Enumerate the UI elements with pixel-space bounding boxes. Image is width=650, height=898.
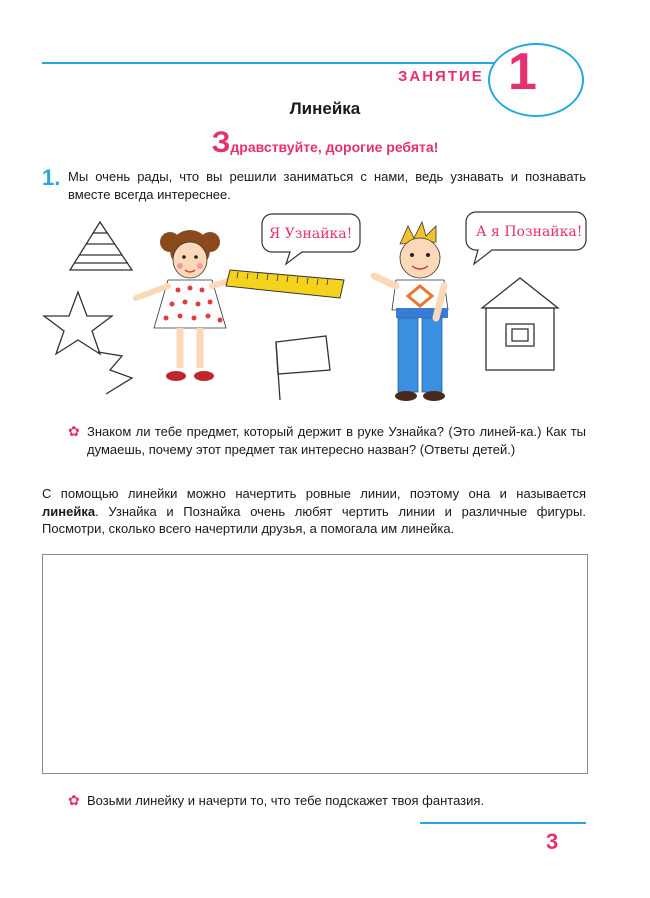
zigzag-drawing (98, 352, 132, 394)
flower-bullet-icon: ✿ (68, 792, 80, 808)
greeting-text: дравствуйте, дорогие ребята! (230, 139, 439, 155)
explanation-keyword: линейка (42, 503, 96, 519)
girl-character (136, 230, 232, 381)
question-text: Знаком ли тебе предмет, который держит в руке Узнайка? (Это линей-ка.) Как ты думаешь, почему этот предмет так интересно назван? (Ответы детей.) (87, 424, 586, 457)
boy-character (374, 222, 448, 401)
lesson-number: 1 (508, 43, 537, 101)
house-drawing (482, 278, 558, 370)
illustration (40, 200, 600, 410)
page-title: Линейка (289, 99, 361, 118)
lesson-label: ЗАНЯТИЕ (398, 68, 484, 85)
explanation-part2: . Узнайка и Познайка очень любят чертить линии и различные фигуры. Посмотри, сколько всего начертили друзья, а помогала им линейка. (42, 503, 586, 536)
explanation-part1: С помощью линейки можно начертить ровные линии, поэтому она и называется (42, 486, 586, 501)
greeting-initial: З (211, 126, 231, 159)
speech-bubble-right (466, 212, 586, 264)
flower-bullet-icon: ✿ (68, 423, 80, 439)
flag-drawing (276, 336, 330, 400)
header-rule (42, 62, 524, 64)
star-drawing (44, 292, 112, 354)
bubble-right-text: А я Познайка! (476, 224, 583, 240)
drawing-area[interactable] (42, 554, 588, 774)
bubble-left-text: Я Узнайка! (269, 226, 353, 242)
greeting (0, 126, 650, 160)
explanation-text (42, 485, 586, 538)
instruction-text: Возьми линейку и начерти то, что тебе подскажет твоя фантазия. (87, 793, 485, 808)
task-intro: Мы очень рады, что вы решили заниматься с нами, ведь узнавать и познавать вместе всегда интереснее. (68, 169, 586, 202)
speech-bubble-left (262, 214, 360, 264)
footer-rule (420, 822, 586, 824)
ruler (226, 270, 344, 298)
triangle-drawing (70, 222, 132, 270)
task-number: 1. (42, 165, 61, 190)
page-number: 3 (546, 829, 559, 854)
